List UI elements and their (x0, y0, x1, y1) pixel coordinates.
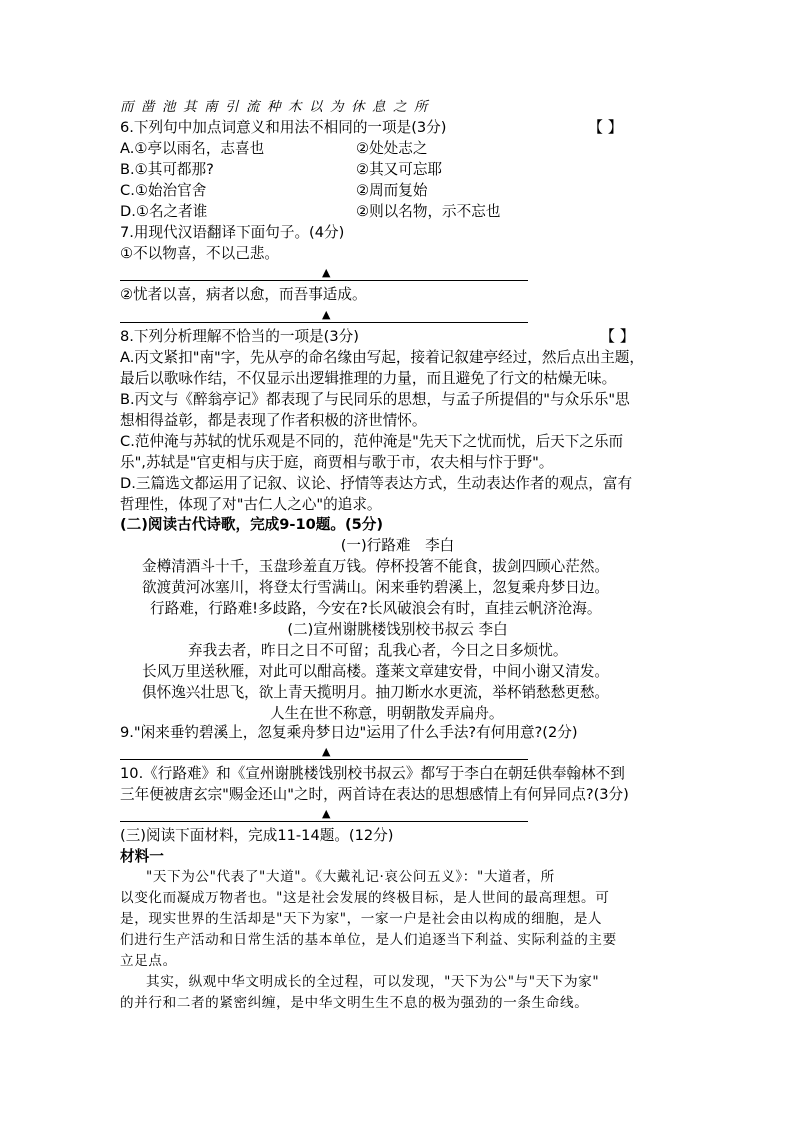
poem-1-line-1: 金樽清酒斗十千，玉盘珍羞直万钱。停杯投箸不能食，拔剑四顾心茫然。 (142, 558, 610, 575)
q8-option-c-line2: 乐",苏轼是"官吏相与庆于庭，商贾相与歌于市，农夫相与忭于野"。 (120, 454, 554, 471)
material-1-para1-line2: 以变化而凝成万物者也。"这是社会发展的终极目标，是人世间的最高理想。可 (120, 890, 610, 906)
q6-option-b2: ②其又可忘耶 (356, 161, 443, 178)
material-1-para2-line2: 的并行和二者的紧密纠缠，是中华文明生生不息的极为强劲的一条生命线。 (120, 995, 589, 1011)
q6-option-a1: A.①亭以雨名，志喜也 (120, 140, 265, 157)
q8-answer-bracket: 【 】 (600, 327, 635, 345)
q6-option-c1: C.①始治官舍 (120, 182, 207, 199)
poem-2-line-2: 长风万里送秋雁，对此可以酣高楼。蓬莱文章建安骨，中间小谢又清发。 (142, 663, 610, 680)
answer-line (120, 821, 528, 822)
answer-marker: ▲ (322, 807, 331, 820)
question-10-line1: 10.《行路难》和《宣州谢朓楼饯别校书叔云》都写于李白在朝廷供奉翰林不到 (120, 765, 625, 782)
material-1-para1-line1: "天下为公"代表了"大道"。《大戴礼记·哀公问五义》："大道者，所 (146, 869, 555, 885)
poem-1-line-2: 欲渡黄河冰塞川，将登太行雪满山。闲来垂钓碧溪上，忽复乘舟梦日边。 (142, 579, 610, 596)
poem-2-line-4: 人生在世不称意，明朝散发弄扁舟。 (270, 705, 504, 722)
material-1-para1-line4: 们进行生产活动和日常生活的基本单位，是人们追逐当下利益、实际利益的主要 (120, 932, 617, 948)
q7-sentence-2: ②忧者以喜，病者以愈，而吾事适成。 (120, 286, 367, 303)
answer-line (120, 280, 528, 281)
question-8: 8.下列分析理解不恰当的一项是(3分) (120, 328, 359, 345)
q8-option-d-line2: 哲理性，体现了对"古仁人之心"的追求。 (120, 496, 382, 513)
q8-option-a-line2: 最后以歌咏作结，不仅显示出逻辑推理的力量，而且避免了行文的枯燥无味。 (120, 370, 617, 387)
q6-option-c2: ②周而复始 (356, 182, 428, 199)
q8-option-b-line2: 想相得益彰，都是表现了作者积极的济世情怀。 (120, 412, 427, 429)
poem-1-title: (一)行路难 李白 (340, 537, 455, 554)
q6-option-b1: B.①其可都那? (120, 161, 214, 178)
q8-option-b-line1: B.丙文与《醉翁亭记》都表现了与民同乐的思想，与孟子所提倡的"与众乐乐"思 (120, 391, 630, 408)
poem-2-line-3: 俱怀逸兴壮思飞，欲上青天揽明月。抽刀断水水更流，举杯销愁愁更愁。 (142, 684, 610, 701)
section-3-heading: (三)阅读下面材料，完成11-14题。(12分) (120, 827, 394, 844)
answer-marker: ▲ (322, 745, 331, 758)
q6-option-d1: D.①名之者谁 (120, 203, 208, 220)
q8-option-d-line1: D.三篇选文都运用了记叙、议论、抒情等表达方式，生动表达作者的观点，富有 (120, 475, 633, 492)
top-text-line: 而凿池其南引流种木以为休息之所 (120, 99, 435, 115)
material-1-para1-line5: 立足点。 (120, 953, 177, 969)
q6-option-d2: ②则以名物，示不忘也 (356, 203, 501, 220)
poem-2-line-1: 弃我去者，昨日之日不可留；乱我心者，今日之日多烦忧。 (188, 642, 568, 659)
question-7: 7.用现代汉语翻译下面句子。(4分) (120, 224, 345, 241)
q7-sentence-1: ①不以物喜，不以己悲。 (120, 245, 280, 262)
material-1-para2-line1: 其实，纵观中华文明成长的全过程，可以发现，"天下为公"与"天下为家" (146, 974, 600, 990)
poem-1-line-3: 行路难，行路难!多歧路，今安在?长风破浪会有时，直挂云帆济沧海。 (150, 600, 602, 617)
material-1-para1-line3: 是，现实世界的生活却是"天下为家"，一家一户是社会由以构成的细胞，是人 (120, 911, 603, 927)
poem-2-title: (二)宣州谢朓楼饯别校书叔云 李白 (287, 621, 508, 638)
question-6: 6.下列句中加点词意义和用法不相同的一项是(3分) (120, 119, 447, 136)
answer-line (120, 759, 528, 760)
question-9: 9."闲来垂钓碧溪上，忽复乘舟梦日边"运用了什么手法?有何用意?(2分) (120, 724, 578, 741)
q8-option-a-line1: A.丙文紧扣"南"字，先从亭的命名缘由写起，接着记叙建亭经过，然后点出主题， (120, 349, 644, 366)
q6-answer-bracket: 【 】 (588, 118, 623, 136)
answer-marker: ▲ (322, 266, 331, 279)
answer-line (120, 322, 528, 323)
section-2-heading: (二)阅读古代诗歌，完成9-10题。(5分) (120, 516, 384, 533)
question-10-line2: 三年便被唐玄宗"赐金还山"之时，两首诗在表达的思想感情上有何异同点?(3分) (120, 786, 629, 803)
q8-option-c-line1: C.范仲淹与苏轼的忧乐观是不同的，范仲淹是"先天下之忧而忧，后天下之乐而 (120, 433, 624, 450)
material-1-label: 材料一 (120, 848, 164, 865)
answer-marker: ▲ (322, 308, 331, 321)
q6-option-a2: ②处处志之 (356, 140, 428, 157)
